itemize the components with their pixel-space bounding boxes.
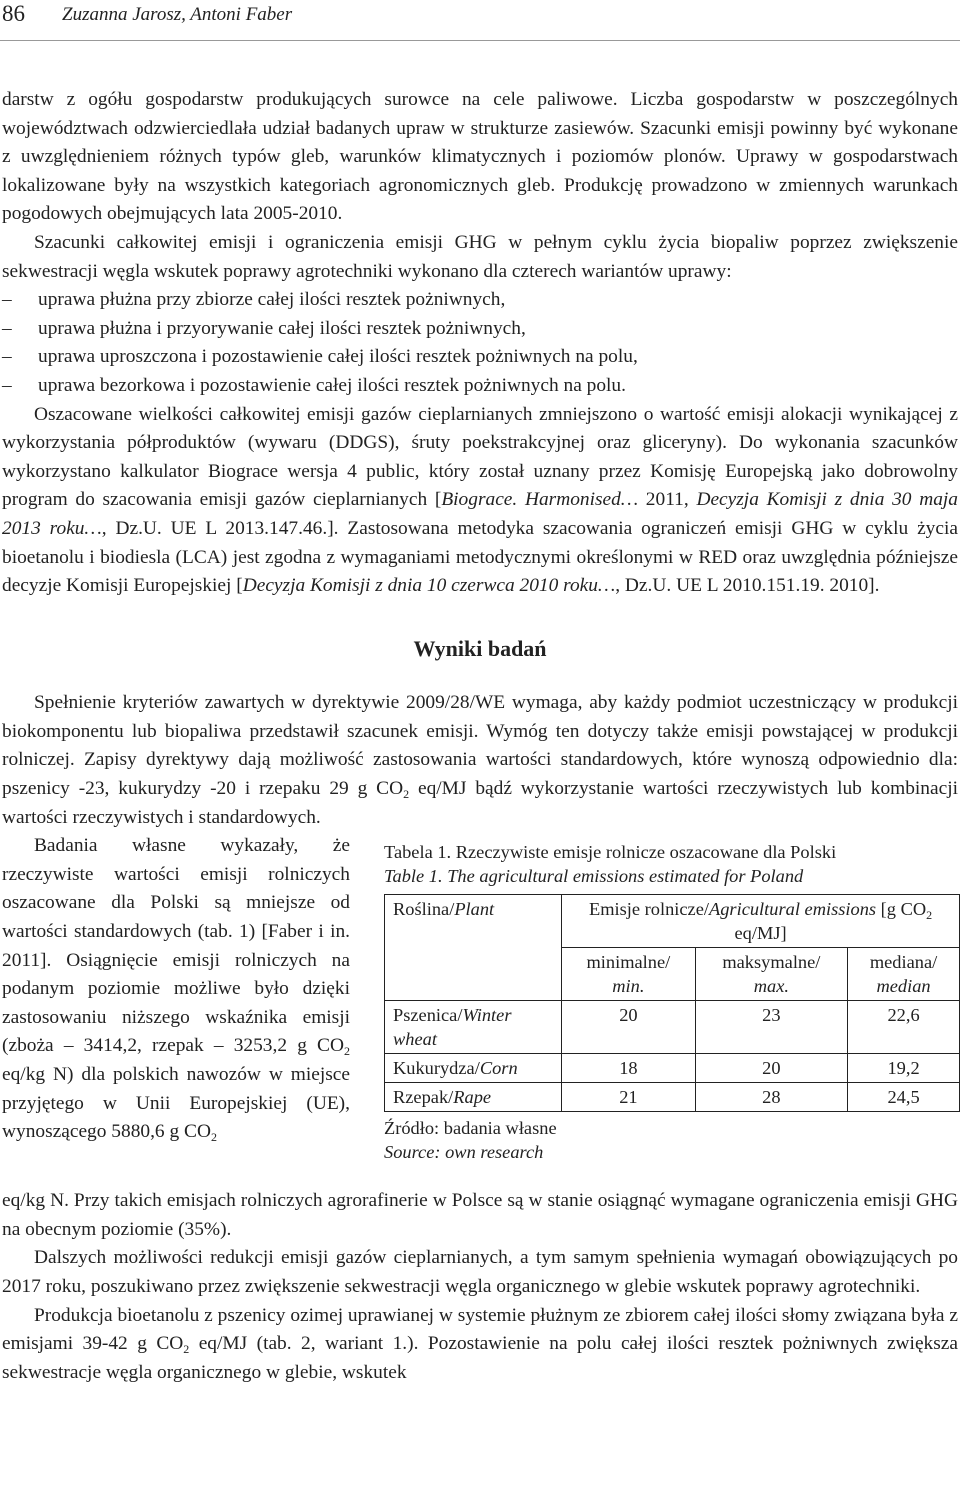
cell-text: Corn xyxy=(479,1058,518,1079)
subscript: 2 xyxy=(926,908,933,923)
cell-plant xyxy=(385,1001,562,1054)
cell-max: 28 xyxy=(695,1083,847,1112)
text-run: Produkcja bioetanolu z pszenicy ozimej uprawianej w systemie płużnym ze zbiorem całej ilości słomy związana była z emisjami 39-42 g CO xyxy=(2,1304,958,1355)
header-text: Agricultural emissions xyxy=(709,899,877,920)
cell-min: 21 xyxy=(562,1083,696,1112)
paragraph-3 xyxy=(2,401,958,601)
header-text: eq/MJ] xyxy=(734,923,787,944)
list-item: – uprawa płużna i przyorywanie całej ilości resztek pożniwnych, xyxy=(2,315,958,344)
text-run: , Dz.U. UE L 2013.147.46.]. Zastosowana metodyka szacowania ograniczeń emisji GHG w cyklu życia bioetanolu i biodiesla (LCA) jest zgodna z wymaganiami metodycznymi określonymi w RED oraz uwzględnia późniejsze decyzje Komisji Europejskiej [ xyxy=(2,517,958,597)
emissions-table xyxy=(384,894,960,1112)
header-emissions xyxy=(562,895,960,948)
paragraph-7 xyxy=(2,1302,958,1388)
header-text: minimalne/ xyxy=(586,952,671,973)
header-text: median xyxy=(876,976,931,997)
paragraph-5-continued xyxy=(2,1187,958,1244)
section-title: Wyniki badań xyxy=(413,635,547,661)
table-row xyxy=(385,1083,960,1112)
cell-plant xyxy=(385,1054,562,1083)
header-text: max. xyxy=(753,976,789,997)
list-item: – uprawa bezorkowa i pozostawienie całej ilości resztek pożniwnych na polu. xyxy=(2,372,958,401)
cell-median: 22,6 xyxy=(848,1001,960,1054)
table-source-pl: Źródło: badania własne xyxy=(384,1118,557,1139)
running-header xyxy=(0,0,960,41)
table-1 xyxy=(384,840,960,1164)
paragraph-6: Dalszych możliwości redukcji emisji gazów cieplarnianych, a tym samym spełnienia wymagań obowiązujących po 2017 roku, poszukiwano przez zwiększenie sekwestracji węgla organicznego w glebie wskutek poprawy agrotechniki. xyxy=(2,1247,958,1298)
variant-list xyxy=(2,286,958,400)
header-max xyxy=(695,948,847,1001)
table-row xyxy=(385,1054,960,1083)
cell-max: 23 xyxy=(695,1001,847,1054)
paragraph-4 xyxy=(2,689,958,832)
paragraph-2: Szacunki całkowitej emisji i ograniczenia emisji GHG w pełnym cyklu życia biopaliw poprzez zwiększenie sekwestracji węgla wskutek poprawy agrotechniki wykonano dla czterech wariantów uprawy: xyxy=(2,231,958,282)
wrapped-text-column xyxy=(2,832,350,1147)
list-item: – uprawa uproszczona i pozostawienie całej ilości resztek pożniwnych na polu, xyxy=(2,343,958,372)
cell-text: Winter wheat xyxy=(393,1005,512,1050)
cell-text: Kukurydza/ xyxy=(393,1058,480,1079)
cell-text: Pszenica/ xyxy=(393,1005,463,1026)
table-caption-pl: Tabela 1. Rzeczywiste emisje rolnicze oszacowane dla Polski xyxy=(384,842,837,863)
citation-biograce: Biograce. Harmonised… xyxy=(441,489,639,511)
table-row xyxy=(385,1001,960,1054)
article-body xyxy=(2,86,958,1387)
paragraph-1: darstw z ogółu gospodarstw produkujących surowce na cele paliwowe. Liczba gospodarstw w poszczególnych województwach odzwierciedlała udział badanych upraw w strukturze zasiewów. Szacunki emisji powinny być wykonane z uwzględnieniem różnych typów gleb, warunków klimatycznych i poziomów plonów. Uprawy w gospodarstwach lokalizowane były na wszystkich kategoriach agronomicznych gleb. Produkcję prowadzono w zmiennych warunkach pogodowych obejmujących lata 2005-2010. xyxy=(2,89,958,225)
table-caption-en: Table 1. The agricultural emissions estimated for Poland xyxy=(384,866,804,887)
list-item: – uprawa płużna przy zbiorze całej ilości resztek pożniwnych, xyxy=(2,286,958,315)
text-with-table xyxy=(2,832,958,1187)
subscript: 2 xyxy=(344,1044,350,1059)
subscript: 2 xyxy=(183,1342,190,1357)
header-median xyxy=(848,948,960,1001)
text-run: eq/kg N) dla polskich nawozów w miejsce przyjętego w Unii Europejskiej (UE), wynoszącego 5880,6 g CO xyxy=(2,1064,350,1143)
header-plant xyxy=(385,895,562,1001)
text-run: eq/kg N. Przy takich emisjach rolniczych agrorafinerie w Polsce są w stanie osiągnąć wymagane ograniczenia emisji GHG na obecnym poziomie (35%). xyxy=(2,1190,958,1240)
header-min xyxy=(562,948,696,1001)
header-text: Plant xyxy=(454,899,495,920)
subscript: 2 xyxy=(403,787,410,802)
cell-text: Rzepak/ xyxy=(393,1087,454,1108)
cell-plant xyxy=(385,1083,562,1112)
text-run: Badania własne wykazały, że rzeczywiste wartości emisji rolniczych oszacowane dla Polski są mniejsze od wartości standardowych (tab. 1) [Faber i in. 2011]. Osiągnięcie emisji rolniczych na podanym poziomie możliwe było dzięki zastosowaniu niższego wskaźnika emisji (zboża – 3414,2, rzepak – 3253,2 g CO xyxy=(2,835,350,1057)
table-source-en: Source: own research xyxy=(384,1142,544,1163)
cell-text: Rape xyxy=(453,1087,492,1108)
running-head-authors: Zuzanna Jarosz, Antoni Faber xyxy=(62,4,293,25)
text-run: 2011, xyxy=(638,489,697,511)
cell-min: 20 xyxy=(562,1001,696,1054)
header-text: maksymalne/ xyxy=(722,952,821,973)
cell-max: 20 xyxy=(695,1054,847,1083)
header-text: min. xyxy=(612,976,645,997)
text-run: , Dz.U. UE L 2010.151.19. 2010]. xyxy=(615,575,880,597)
paragraph-5 xyxy=(2,832,350,1147)
text-run: eq/MJ (tab. 2, wariant 1.). Pozostawienie na polu całej ilości resztek pożniwnych zwiększa sekwestracje węgla organicznego w glebie, wskutek xyxy=(2,1333,959,1383)
cell-median: 24,5 xyxy=(848,1083,960,1112)
subscript: 2 xyxy=(210,1130,217,1145)
header-text: Roślina/ xyxy=(393,899,455,920)
cell-min: 18 xyxy=(562,1054,696,1083)
citation-decision-2013: Decyzja Komisji z dnia 30 maja 2013 roku… xyxy=(2,489,958,539)
page-number: 86 xyxy=(2,1,25,26)
header-text: [g CO xyxy=(876,899,927,920)
text-run: Spełnienie kryteriów zawartych w dyrektywie 2009/28/WE wymaga, aby każdy podmiot uczestniczący w produkcji biokomponentu lub biopaliwa przedstawił szacunek emisji. Wymóg ten dotyczy także emisji powstającej w produkcji rolniczej. Zapisy dyrektywy dają możliwość zastosowania wartości standardowych, które wynoszą odpowiednio dla: pszenicy -23, kukurydzy -20 i rzepaku 29 g CO xyxy=(2,692,958,800)
header-text: Emisje rolnicze/ xyxy=(588,899,709,920)
table-header-row xyxy=(385,895,960,948)
cell-median: 19,2 xyxy=(848,1054,960,1083)
text-run: eq/MJ bądź wykorzystanie wartości rzeczywistych lub kombinacji wartości rzeczywistych i standardowych. xyxy=(2,778,958,828)
text-run: Oszacowane wielkości całkowitej emisji gazów cieplarnianych zmniejszono o wartość emisji alokacji wynikającej z wykorzystania półproduktów (wywaru (DDGS), śruty poekstrakcyjnej oraz gliceryny). Do wykonania szacunków wykorzystano kalkulator Biograce wersja 4 public, który został uznany przez Komisję Europejską jako dobrowolny program do szacowania emisji gazów cieplarnianych [ xyxy=(2,403,958,511)
citation-decision-2010: Decyzja Komisji z dnia 10 czerwca 2010 roku… xyxy=(242,575,616,597)
header-text: mediana/ xyxy=(869,952,938,973)
